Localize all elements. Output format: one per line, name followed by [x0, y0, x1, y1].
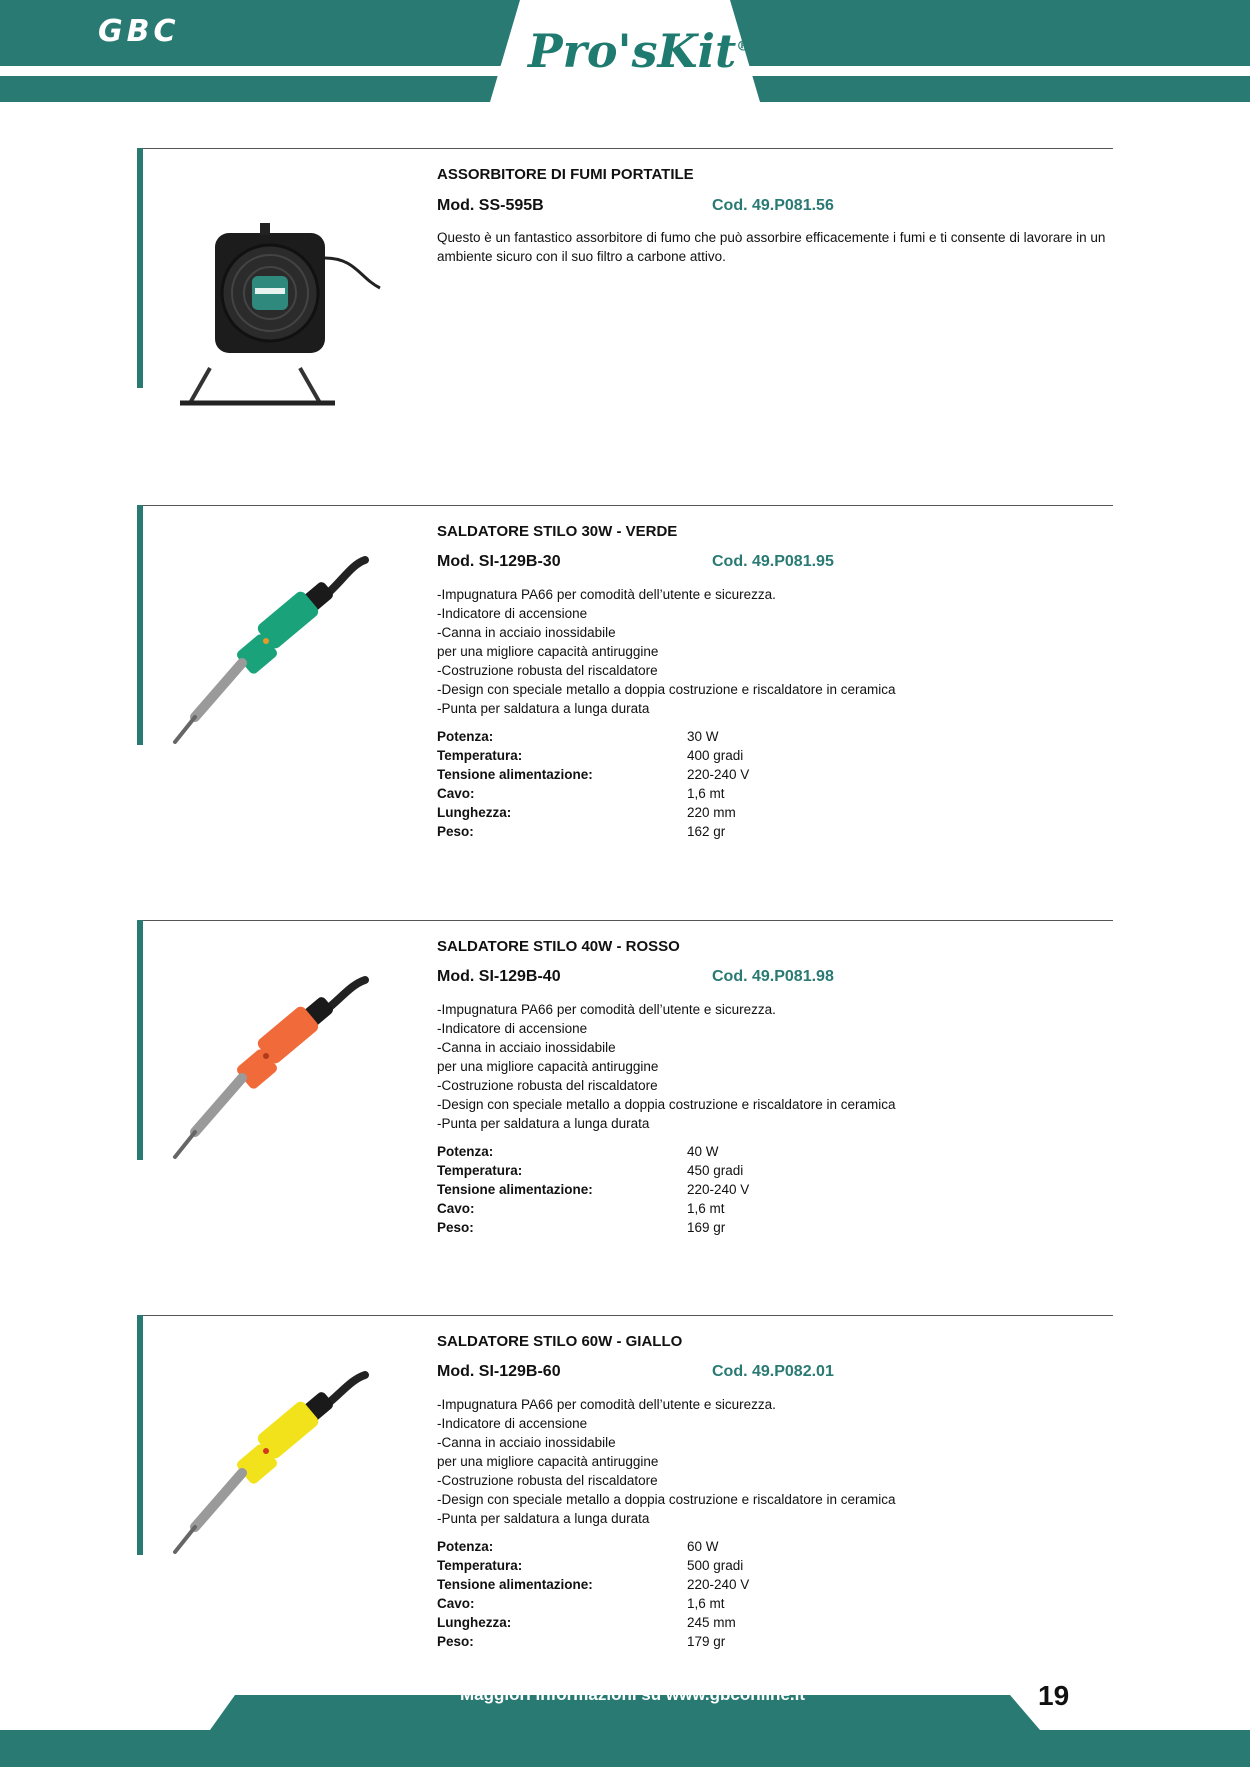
- spec-label: Cavo:: [437, 1201, 475, 1216]
- feature-line: -Canna in acciaio inossidabile: [437, 1435, 616, 1450]
- feature-line: -Costruzione robusta del riscaldatore: [437, 1078, 658, 1093]
- spec-label: Cavo:: [437, 786, 475, 801]
- spec-row: [437, 727, 837, 746]
- spec-value: 1,6 mt: [687, 1201, 725, 1216]
- spec-row: [437, 1218, 837, 1237]
- feature-line: -Design con speciale metallo a doppia costruzione e riscaldatore in ceramica: [437, 1097, 896, 1112]
- spec-label: Temperatura:: [437, 748, 523, 763]
- spec-label: Temperatura:: [437, 1163, 523, 1178]
- product-accent-bar: [137, 1315, 143, 1555]
- feature-line: -Canna in acciaio inossidabile: [437, 1040, 616, 1055]
- product-accent-bar: [137, 505, 143, 745]
- product-features: [437, 585, 1117, 718]
- spec-label: Tensione alimentazione:: [437, 767, 593, 782]
- footer-website-link[interactable]: Maggiori informazioni su www.gbconline.it: [459, 1685, 806, 1704]
- spec-label: Temperatura:: [437, 1558, 523, 1573]
- spec-value: 245 mm: [687, 1615, 736, 1630]
- spec-value: 500 gradi: [687, 1558, 744, 1573]
- spec-label: Tensione alimentazione:: [437, 1577, 593, 1592]
- spec-value: 179 gr: [687, 1634, 726, 1649]
- spec-value: 220-240 V: [687, 1577, 750, 1592]
- registered-mark: ®: [736, 38, 751, 55]
- gbc-logo: GBC: [98, 14, 180, 49]
- feature-line: -Punta per saldatura a lunga durata: [437, 1116, 650, 1131]
- spec-row: [437, 1199, 837, 1218]
- spec-value: 220-240 V: [687, 767, 750, 782]
- spec-value: 220 mm: [687, 805, 736, 820]
- product-accent-bar: [137, 920, 143, 1160]
- feature-line: per una migliore capacità antiruggine: [437, 1059, 659, 1074]
- spec-table: [437, 1537, 837, 1651]
- feature-line: -Punta per saldatura a lunga durata: [437, 1511, 650, 1526]
- product-description: Questo è un fantastico assorbitore di fumo che può assorbire efficacemente i fumi e ti consente di lavorare in un ambiente sicuro con il suo filtro a carbone attivo.: [437, 230, 1106, 264]
- spec-label: Lunghezza:: [437, 1615, 512, 1630]
- product-code: Cod. 49.P081.56: [712, 197, 834, 214]
- feature-line: -Indicatore di accensione: [437, 1021, 588, 1036]
- product-model: Mod. SI-129B-40: [437, 968, 561, 985]
- spec-row: [437, 746, 837, 765]
- feature-line: -Design con speciale metallo a doppia costruzione e riscaldatore in ceramica: [437, 1492, 896, 1507]
- product-title: ASSORBITORE DI FUMI PORTATILE: [437, 166, 694, 183]
- spec-value: 220-240 V: [687, 1182, 750, 1197]
- feature-line: -Costruzione robusta del riscaldatore: [437, 663, 658, 678]
- spec-row: [437, 1613, 837, 1632]
- spec-value: 162 gr: [687, 824, 726, 839]
- spec-label: Peso:: [437, 1634, 474, 1649]
- spec-label: Tensione alimentazione:: [437, 1182, 593, 1197]
- feature-line: -Punta per saldatura a lunga durata: [437, 701, 650, 716]
- feature-line: -Impugnatura PA66 per comodità dell’utente e sicurezza.: [437, 1397, 776, 1412]
- proskit-logo-text: Pro'sKit: [528, 24, 737, 78]
- product-features: [437, 1395, 1117, 1528]
- spec-label: Peso:: [437, 824, 474, 839]
- product-divider: [143, 1315, 1113, 1316]
- feature-line: -Impugnatura PA66 per comodità dell’utente e sicurezza.: [437, 587, 776, 602]
- spec-row: [437, 1180, 837, 1199]
- feature-line: -Costruzione robusta del riscaldatore: [437, 1473, 658, 1488]
- feature-line: per una migliore capacità antiruggine: [437, 1454, 659, 1469]
- fume-extractor-image: [170, 218, 400, 418]
- spec-value: 450 gradi: [687, 1163, 744, 1178]
- spec-row: [437, 1142, 837, 1161]
- feature-line: -Indicatore di accensione: [437, 606, 588, 621]
- spec-value: 1,6 mt: [687, 786, 725, 801]
- product-title: SALDATORE STILO 40W - ROSSO: [437, 938, 680, 955]
- feature-line: -Impugnatura PA66 per comodità dell’utente e sicurezza.: [437, 1002, 776, 1017]
- spec-value: 400 gradi: [687, 748, 744, 763]
- spec-table: [437, 727, 837, 841]
- product-divider: [143, 148, 1113, 149]
- product-code: Cod. 49.P081.98: [712, 968, 834, 985]
- product-code: Cod. 49.P081.95: [712, 553, 834, 570]
- spec-value: 1,6 mt: [687, 1596, 725, 1611]
- spec-value: 169 gr: [687, 1220, 726, 1235]
- product-accent-bar: [137, 148, 143, 388]
- spec-row: [437, 784, 837, 803]
- spec-label: Peso:: [437, 1220, 474, 1235]
- product-title: SALDATORE STILO 60W - GIALLO: [437, 1333, 683, 1350]
- spec-label: Potenza:: [437, 1144, 494, 1159]
- spec-row: [437, 1161, 837, 1180]
- spec-label: Lunghezza:: [437, 805, 512, 820]
- spec-row: [437, 1594, 837, 1613]
- spec-label: Potenza:: [437, 1539, 494, 1554]
- page-header: [0, 0, 1250, 102]
- soldering-iron-green-image: [170, 545, 390, 785]
- feature-line: per una migliore capacità antiruggine: [437, 644, 659, 659]
- feature-line: -Canna in acciaio inossidabile: [437, 625, 616, 640]
- spec-label: Cavo:: [437, 1596, 475, 1611]
- product-model: Mod. SS-595B: [437, 197, 544, 214]
- spec-label: Potenza:: [437, 729, 494, 744]
- product-model: Mod. SI-129B-60: [437, 1363, 561, 1380]
- feature-line: -Design con speciale metallo a doppia costruzione e riscaldatore in ceramica: [437, 682, 896, 697]
- spec-row: [437, 1537, 837, 1556]
- spec-row: [437, 1575, 837, 1594]
- feature-line: -Indicatore di accensione: [437, 1416, 588, 1431]
- spec-row: [437, 822, 837, 841]
- product-divider: [143, 505, 1113, 506]
- product-features: [437, 1000, 1117, 1133]
- spec-value: 40 W: [687, 1144, 719, 1159]
- spec-row: [437, 803, 837, 822]
- spec-value: 30 W: [687, 729, 719, 744]
- spec-table: [437, 1142, 837, 1237]
- spec-value: 60 W: [687, 1539, 719, 1554]
- proskit-logo: [528, 24, 750, 78]
- product-code: Cod. 49.P082.01: [712, 1363, 834, 1380]
- spec-row: [437, 1556, 837, 1575]
- soldering-iron-red-image: [170, 975, 390, 1215]
- product-divider: [143, 920, 1113, 921]
- product-model: Mod. SI-129B-30: [437, 553, 561, 570]
- spec-row: [437, 1632, 837, 1651]
- spec-row: [437, 765, 837, 784]
- product-title: SALDATORE STILO 30W - VERDE: [437, 523, 678, 540]
- soldering-iron-yellow-image: [170, 1370, 390, 1610]
- page-number: 19: [1038, 1680, 1070, 1711]
